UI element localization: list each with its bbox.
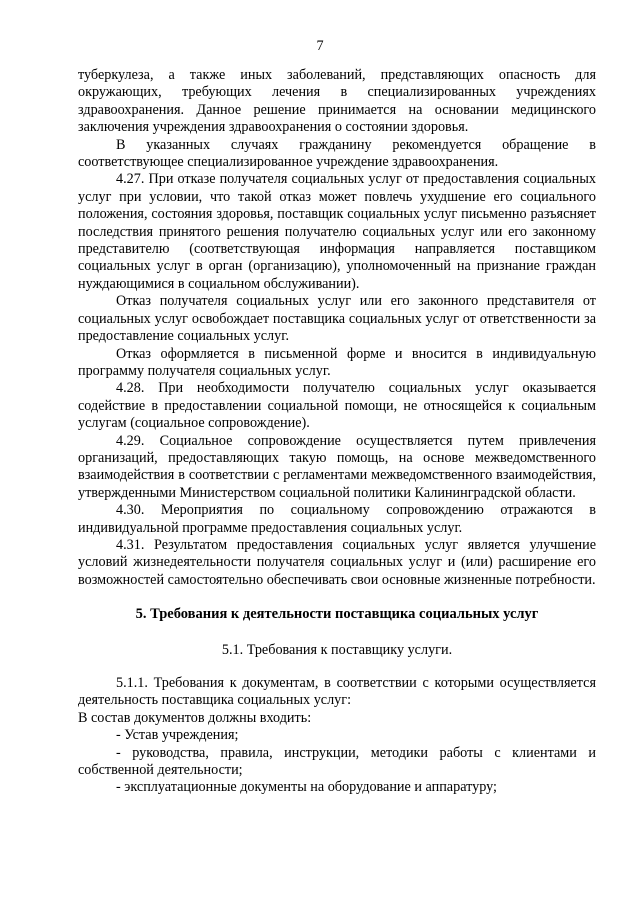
- page-number: 7: [316, 38, 324, 54]
- paragraph-4-30: 4.30. Мероприятия по социальному сопровождению отражаются в индивидуальной программе предоставления социальных услуг.: [78, 502, 596, 536]
- paragraph-5-1-1: 5.1.1. Требования к документам, в соответствии с которыми осуществляется деятельность поставщика социальных услуг:: [78, 675, 596, 709]
- document-body: [78, 67, 596, 797]
- paragraph: Отказ получателя социальных услуг или его законного представителя от социальных услуг освобождает поставщика социальных услуг от ответственности за предоставление социальных услуг.: [78, 293, 596, 345]
- paragraph-4-29: 4.29. Социальное сопровождение осуществляется путем привлечения организаций, предоставляющих такую помощь, на основе межведомственного взаимодействия в соответствии с регламентами межведомственного взаимодействия, утвержденными Министерством социальной политики Калининградской области.: [78, 432, 596, 501]
- list-item: - руководства, правила, инструкции, методики работы с клиентами и собственной деятельности;: [78, 744, 596, 779]
- paragraph: туберкулеза, а также иных заболеваний, представляющих опасность для окружающих, требующих лечения в специализированных учреждениях здравоохранения. Данное решение принимается на основании медицинского заключения учреждения здравоохранения о состоянии здоровья.: [78, 67, 596, 136]
- paragraph: Отказ оформляется в письменной форме и вносится в индивидуальную программу получателя социальных услуг.: [78, 345, 596, 379]
- list-item: - Устав учреждения;: [116, 727, 239, 744]
- list-item: - эксплуатационные документы на оборудование и аппаратуру;: [116, 779, 497, 796]
- section-heading-5: 5. Требования к деятельности поставщика социальных услуг: [135, 606, 539, 623]
- paragraph-4-31: 4.31. Результатом предоставления социальных услуг является улучшение условий жизнедеятельности получателя социальных услуг и (или) расширение его возможностей самостоятельно обеспечивать свои основные жизненные потребности.: [78, 536, 596, 588]
- paragraph-4-28: 4.28. При необходимости получателю социальных услуг оказывается содействие в предоставлении социальной помощи, не относящейся к социальным услугам (социальное сопровождение).: [78, 380, 596, 432]
- paragraph: В указанных случаях гражданину рекомендуется обращение в соответствующее специализированное учреждение здравоохранения.: [78, 136, 596, 171]
- subsection-heading-5-1: 5.1. Требования к поставщику услуги.: [221, 641, 453, 658]
- paragraph-4-27: 4.27. При отказе получателя социальных услуг от предоставления социальных услуг при условии, что такой отказ может повлечь ухудшение его социального положения, состояния здоровья, поставщик социальных услуг письменно разъясняет последствия принятого решения получателю социальных услуг или его законному представителю (соответствующая информация направляется поставщиком социальных услуг в орган (организацию), уполномоченный на признание граждан нуждающимися в социальном обслуживании).: [78, 171, 596, 292]
- paragraph: В состав документов должны входить:: [78, 709, 312, 726]
